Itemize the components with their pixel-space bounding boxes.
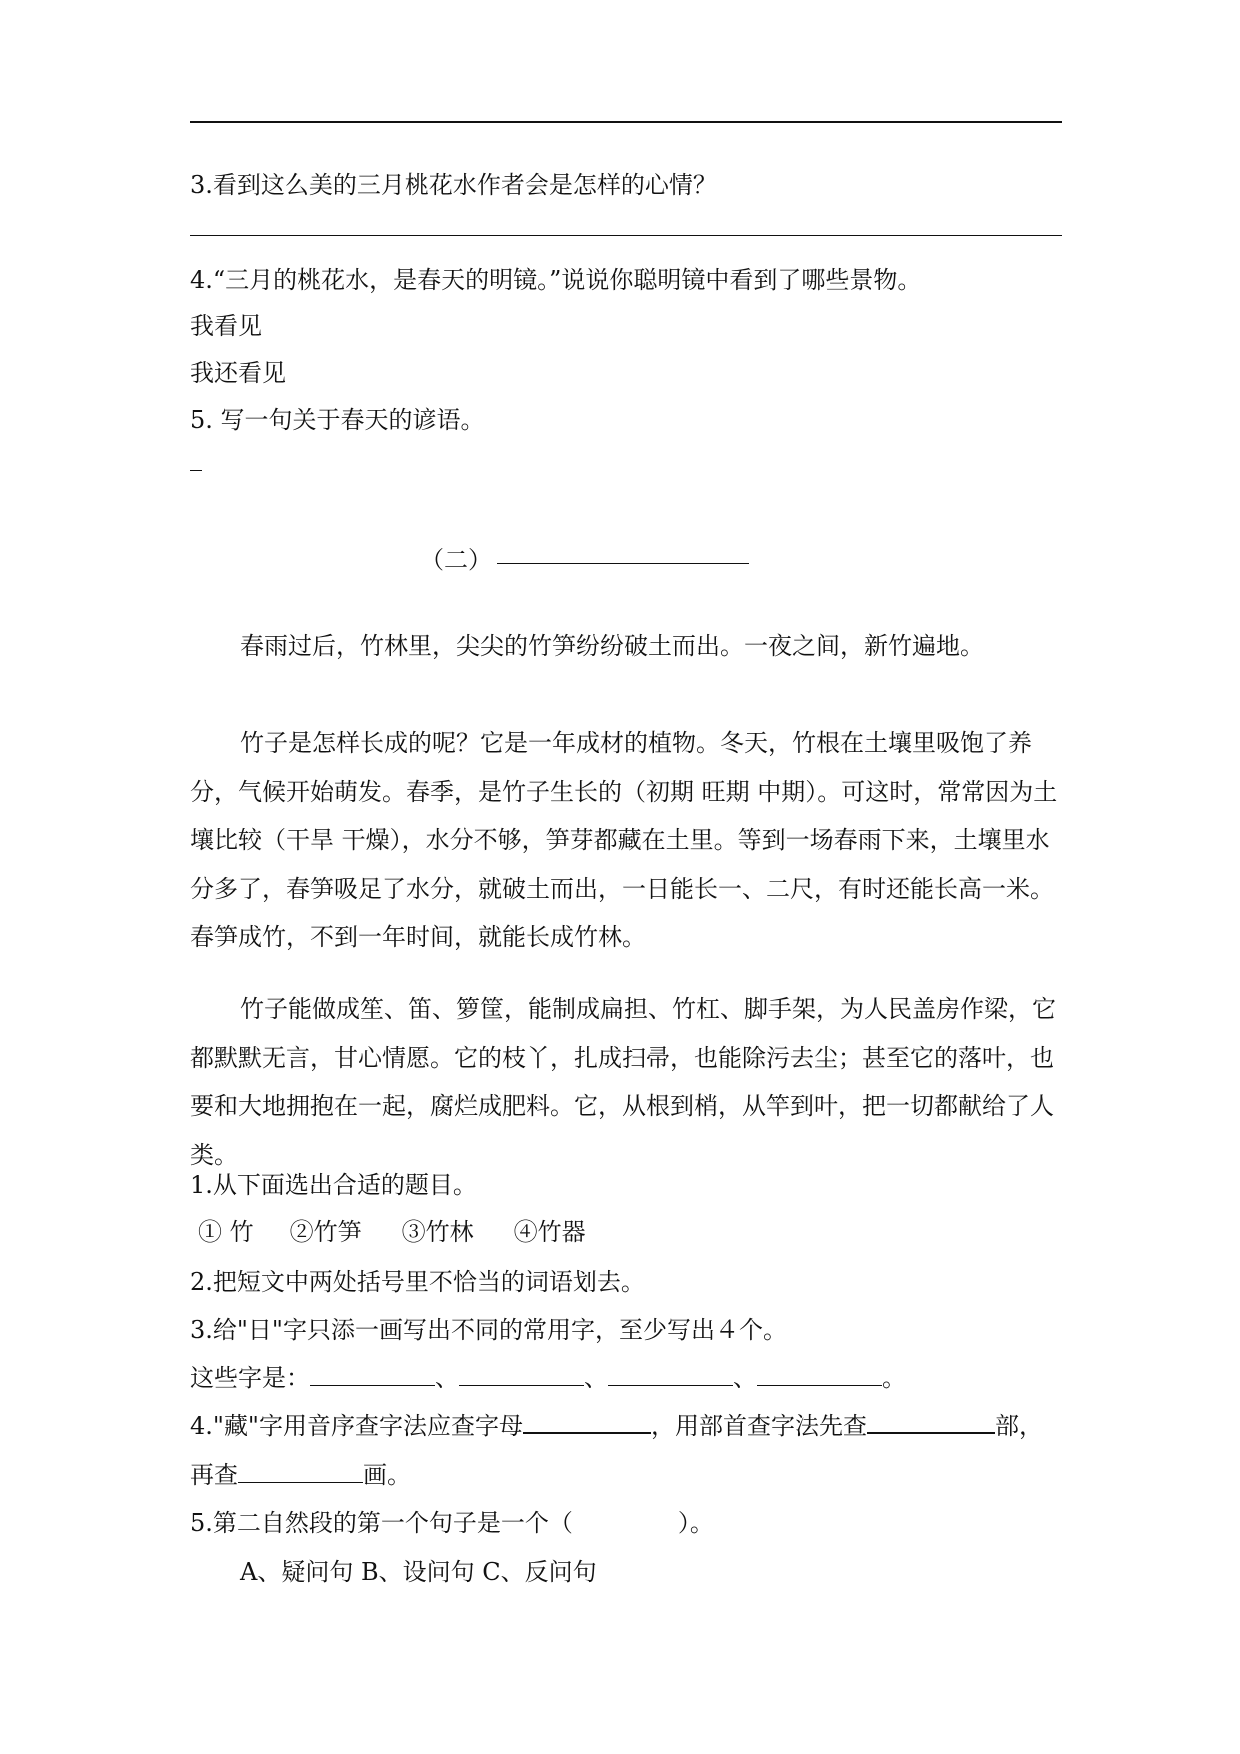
answer-line [190, 121, 1062, 123]
question-4-text: ，用部首查字法先查 [650, 1412, 867, 1440]
option-4: ④竹器 [513, 1218, 586, 1246]
question-1-options [198, 1212, 626, 1247]
question-5: 5. 写一句关于春天的谚语。 [190, 406, 485, 434]
question-4-line-2 [190, 1455, 411, 1490]
question-3: 3.给"日"字只添一画写出不同的常用字，至少写出４个。 [190, 1316, 787, 1344]
question-4-text: 部， [994, 1412, 1043, 1440]
title-blank [497, 563, 749, 564]
separator: 、 [584, 1364, 608, 1392]
separator: 、 [733, 1364, 757, 1392]
question-2: 2.把短文中两处括号里不恰当的词语划去。 [190, 1268, 645, 1296]
i-also-see-label: 我还看见 [190, 359, 286, 387]
question-3-answer [190, 1358, 906, 1393]
letter-blank[interactable] [523, 1408, 651, 1434]
answer-blank-4[interactable] [757, 1361, 882, 1386]
question-4: 4.“三月的桃花水，是春天的明镜。”说说你聪明镜中看到了哪些景物。 [190, 266, 922, 294]
period: 。 [882, 1364, 906, 1392]
option-2: ②竹笋 [289, 1218, 362, 1246]
question-4-text: 再查 [190, 1461, 238, 1489]
option-3: ③竹林 [401, 1218, 474, 1246]
passage-paragraph-1: 春雨过后，竹林里，尖尖的竹笋纷纷破土而出。一夜之间，新竹遍地。 [240, 632, 984, 660]
passage-paragraph-3: 竹子能做成笙、笛、箩筐，能制成扁担、竹杠、脚手架，为人民盖房作梁，它都默默无言，甘心情愿。它的枝丫，扎成扫帚，也能除污去尘；甚至它的落叶，也要和大地拥抱在一起，腐烂成肥料。它，从根到梢，从竿到叶，把一切都献给了人类。 [190, 995, 1056, 1169]
question-5-options: A、疑问句 B、设问句 C、反问句 [240, 1558, 597, 1586]
question-1: 1.从下面选出合适的题目。 [190, 1171, 477, 1199]
section-heading: （二） [420, 546, 492, 574]
question-4-text: 4."藏"字用音序查字法应查字母 [190, 1412, 523, 1440]
answer-blank-1[interactable] [310, 1361, 435, 1386]
question-5 [190, 1503, 714, 1538]
answer-blank-2[interactable] [459, 1361, 584, 1386]
radical-blank[interactable] [867, 1408, 995, 1434]
separator: 、 [435, 1364, 459, 1392]
i-see-label: 我看见 [190, 312, 262, 340]
answer-blank-3[interactable] [608, 1361, 733, 1386]
question-4-line-1 [190, 1406, 1043, 1441]
question-3: 3.看到这么美的三月桃花水作者会是怎样的心情？ [190, 171, 717, 199]
strokes-blank[interactable] [238, 1458, 363, 1483]
answer-prefix: 这些字是： [190, 1364, 310, 1392]
question-4-text: 画。 [363, 1461, 411, 1489]
answer-line [190, 235, 1062, 236]
question-5-end: ）。 [677, 1509, 714, 1537]
answer-line-stub [190, 470, 202, 471]
passage-paragraph-2: 竹子是怎样长成的呢？它是一年成材的植物。冬天，竹根在土壤里吸饱了养分，气候开始萌发。春季，是竹子生长的（初期 旺期 中期）。可这时，常常因为土壤比较（干旱 干燥），水分不够，笋芽都藏在土里。等到一场春雨下来，土壤里水分多了，春笋吸足了水分，就破土而出，一日能长一、二尺，有时还能长高一米。春笋成竹，不到一年时间，就能长成竹林。 [190, 729, 1058, 951]
question-5-text: 5.第二自然段的第一个句子是一个（ [190, 1509, 573, 1537]
option-1: ① 竹 [198, 1218, 254, 1246]
